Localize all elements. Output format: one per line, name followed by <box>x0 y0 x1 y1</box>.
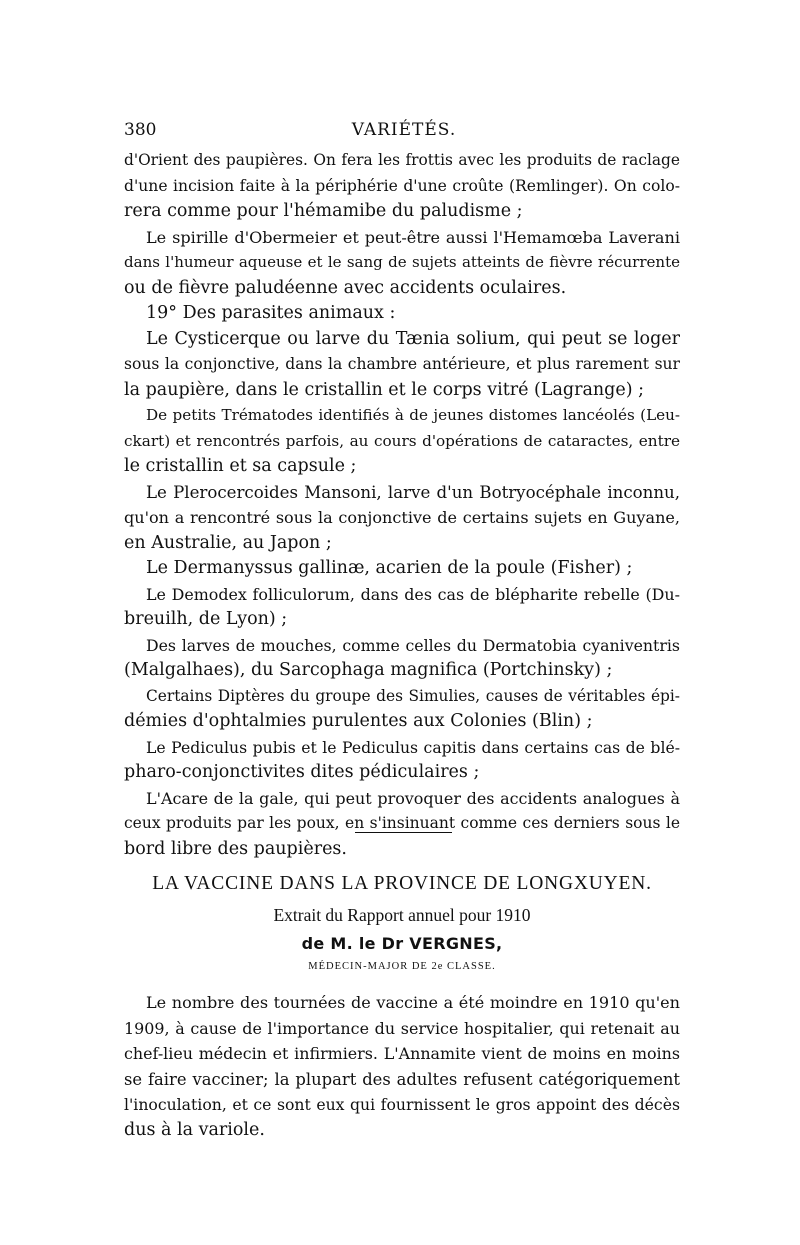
text-line: qu'on a rencontré sous la conjonctive de certains sujets en Guyane, <box>124 508 680 527</box>
text-line: 1909, à cause de l'importance du service hospitalier, qui retenait au <box>124 1018 680 1038</box>
text-line: l'inoculation, et ce sont eux qui fournissent le gros appoint des décès <box>124 1095 680 1114</box>
text-line: ou de fièvre paludéenne avec accidents oculaires. <box>124 277 567 298</box>
text-line: Le Cysticerque ou larve du Tænia solium, qui peut se loger <box>146 328 680 349</box>
text-line: Le Plerocercoides Mansoni, larve d'un Botryocéphale inconnu, <box>146 482 680 502</box>
article-body <box>124 990 680 1143</box>
text-line: dans l'humeur aqueuse et le sang de sujets atteints de fièvre récurrente <box>124 253 680 271</box>
text-line: Des larves de mouches, comme celles du Dermatobia cyaniventris <box>146 635 680 655</box>
text-line: rera comme pour l'hémamibe du paludisme ; <box>124 201 523 221</box>
text-line: bord libre des paupières. <box>124 838 347 859</box>
text-line: la paupière, dans le cristallin et le corps vitré (Lagrange) ; <box>124 379 645 400</box>
article-subtitle: Extrait du Rapport annuel pour 1910 <box>273 905 531 925</box>
text-line: breuilh, de Lyon) ; <box>124 609 288 629</box>
text-line: Le nombre des tournées de vaccine a été moindre en 1910 qu'en <box>146 993 680 1012</box>
page-number: 380 <box>124 120 157 140</box>
section-heading: 19° Des parasites animaux : <box>146 303 396 323</box>
running-head <box>124 120 684 146</box>
text-line: Le Demodex folliculorum, dans des cas de blépharite rebelle (Du- <box>146 584 680 604</box>
text-line: d'Orient des paupières. On fera les frottis avec les produits de raclage <box>124 151 680 169</box>
text-line: se faire vacciner; la plupart des adultes refusent catégoriquement <box>124 1069 680 1089</box>
text-line: ckart) et rencontrés parfois, au cours d'opérations de cataractes, entre <box>124 431 680 450</box>
text-line: L'Acare de la gale, qui peut provoquer des accidents analogues à <box>146 788 680 808</box>
article-title: LA VACCINE DANS LA PROVINCE DE LONGXUYEN. <box>152 873 652 894</box>
text-line: sous la conjonctive, dans la chambre antérieure, et plus rarement sur <box>124 355 680 373</box>
text-line: d'une incision faite à la périphérie d'une croûte (Remlinger). On colo- <box>124 176 680 195</box>
text-line: dus à la variole. <box>124 1119 265 1140</box>
text-line: Le spirille d'Obermeier et peut-être aussi l'Hemamœba Laverani <box>146 227 680 247</box>
running-title: VARIÉTÉS. <box>351 120 457 140</box>
text-line: en Australie, au Japon ; <box>124 532 332 553</box>
text-line: le cristallin et sa capsule ; <box>124 456 357 476</box>
text-line: chef-lieu médecin et infirmiers. L'Annamite vient de moins en moins <box>124 1044 680 1063</box>
section-divider <box>355 832 452 833</box>
continuation-text <box>124 148 680 862</box>
text-line: (Malgalhaes), du Sarcophaga magnifica (Portchinsky) ; <box>124 660 613 680</box>
text-line: démies d'ophtalmies purulentes aux Colonies (Blin) ; <box>124 711 593 731</box>
text-line: pharo-conjonctivites dites pédiculaires ; <box>124 762 480 782</box>
author-rank: MÉDECIN-MAJOR DE 2e CLASSE. <box>308 961 496 972</box>
text-line: Le Pediculus pubis et le Pediculus capitis dans certains cas de blé- <box>146 737 680 757</box>
text-line: ceux produits par les poux, en s'insinuant comme ces derniers sous le <box>124 814 680 832</box>
text-line: Le Dermanyssus gallinæ, acarien de la poule (Fisher) ; <box>146 558 633 578</box>
article-author: de M. le Dr VERGNES, <box>301 934 503 953</box>
text-line: Certains Diptères du groupe des Simulies, causes de véritables épi- <box>146 686 680 705</box>
text-line: De petits Trématodes identifiés à de jeunes distomes lancéolés (Leu- <box>146 406 680 424</box>
